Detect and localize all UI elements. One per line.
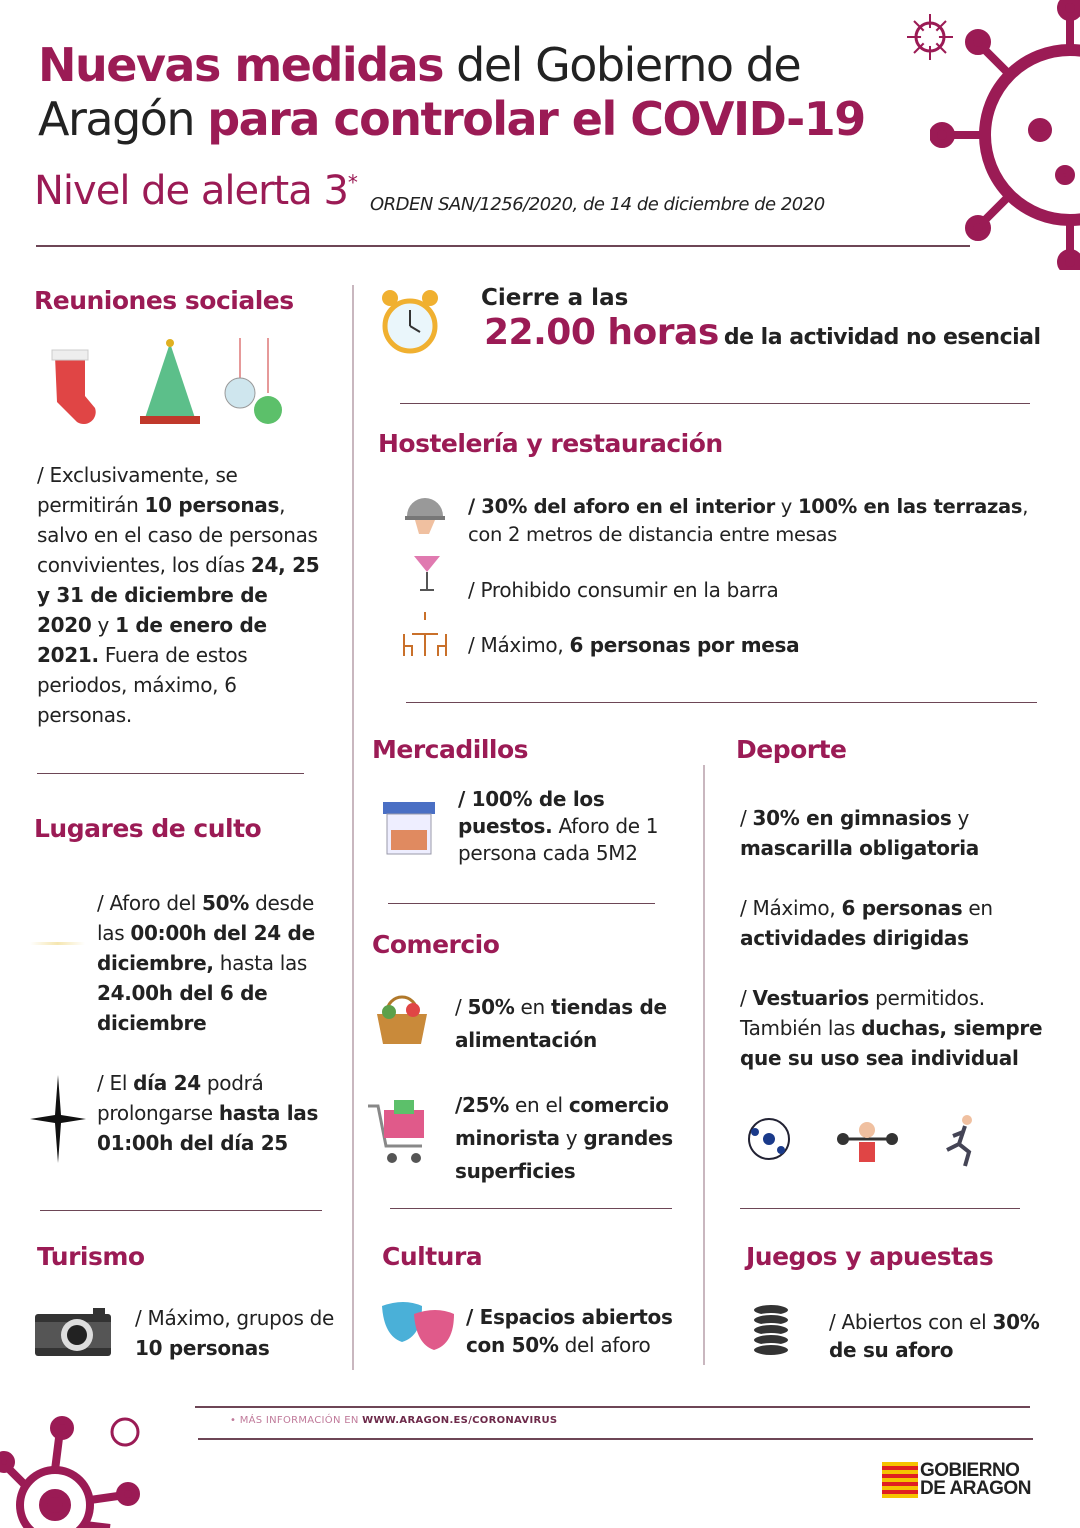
ornaments-icon	[225, 338, 282, 424]
divider	[388, 903, 655, 904]
section-title-reuniones: Reuniones sociales	[34, 286, 294, 315]
glow-icon	[30, 942, 85, 945]
closing-pre: Cierre a las	[481, 285, 629, 311]
text-segment: / 30% del aforo en el interior	[468, 495, 775, 518]
hosteleria-item	[468, 630, 1028, 660]
juegos-text	[829, 1308, 1049, 1364]
text-segment: hasta las 01:00h del día 25	[97, 1101, 319, 1155]
alert-level-text: Nivel de alerta 3	[34, 168, 348, 214]
text-segment: y	[559, 1126, 584, 1150]
text-segment: día 24	[133, 1071, 201, 1095]
camera-icon	[35, 1308, 111, 1356]
logo-line-2: DE ARAGON	[920, 1478, 1031, 1499]
text-segment: 6 personas por mesa	[569, 633, 800, 657]
text-segment: 6 personas	[841, 896, 963, 920]
column-divider	[352, 285, 354, 1370]
text-segment: /	[740, 806, 753, 830]
section-title-turismo: Turismo	[37, 1242, 145, 1271]
small-virus-icon	[905, 12, 955, 62]
divider	[740, 1208, 1020, 1209]
text-segment: 100% en las terrazas	[797, 495, 1023, 518]
mercadillos-text	[458, 786, 693, 867]
divider	[40, 1210, 322, 1211]
text-segment: permitidos. También las	[740, 986, 985, 1040]
text-segment: 50%	[467, 995, 515, 1019]
cultura-text	[466, 1303, 696, 1359]
turismo-text	[135, 1303, 335, 1363]
divider	[406, 702, 1037, 703]
text-segment: 24.00h del 6 de diciembre	[97, 981, 268, 1035]
text-segment: 1 de enero de 2021.	[37, 613, 267, 667]
hosteleria-item	[468, 493, 1038, 549]
text-segment: , con 2 metros de distancia entre mesas	[468, 495, 1029, 546]
cloche-icon	[405, 490, 445, 538]
text-segment: y	[774, 495, 798, 518]
shopping-cart-icon	[368, 1100, 430, 1166]
text-segment: / Espacios abiertos con 50%	[466, 1305, 673, 1357]
text-segment: desde las	[97, 891, 315, 945]
poker-chips-icon	[750, 1302, 792, 1358]
text-segment: Nuevas medidas	[38, 38, 444, 92]
divider	[36, 245, 970, 247]
culto-text-2	[97, 1068, 337, 1158]
text-segment: Aforo de 1 persona cada 5M2	[458, 814, 659, 865]
stocking-icon	[52, 350, 96, 424]
alert-asterisk: *	[347, 170, 357, 195]
section-title-comercio: Comercio	[372, 930, 500, 959]
table-chairs-icon	[400, 612, 450, 660]
title-line-2	[38, 92, 865, 146]
divider	[195, 1406, 1030, 1408]
text-segment: 30% en gimnasios	[752, 806, 952, 830]
text-segment: para controlar el COVID-19	[207, 92, 865, 146]
text-segment: / Máximo, grupos de	[135, 1306, 335, 1330]
text-segment: en	[514, 995, 551, 1019]
reuniones-text	[37, 460, 327, 730]
text-segment: / Prohibido consumir en la barra	[468, 578, 779, 602]
christmas-tree-icon	[140, 339, 200, 424]
cocktail-icon	[412, 550, 442, 594]
alert-level	[34, 168, 357, 214]
text-segment: 24, 25 y 31 de diciembre de 2020	[37, 553, 320, 637]
divider	[37, 773, 304, 774]
virus-bottom-icon	[0, 1410, 160, 1528]
sport-icons	[745, 1112, 985, 1170]
text-segment: actividades dirigidas	[740, 926, 969, 950]
text-segment: 50%	[202, 891, 250, 915]
soccer-ball-icon	[749, 1119, 789, 1159]
title-line-1	[38, 38, 865, 92]
text-segment: / Máximo,	[468, 633, 570, 657]
text-segment: /	[740, 986, 753, 1010]
deporte-item	[740, 983, 1070, 1073]
text-segment: Vestuarios	[752, 986, 870, 1010]
logo-line-1: GOBIERNO	[920, 1460, 1020, 1481]
section-title-deporte: Deporte	[736, 735, 847, 764]
closing-post: de la actividad no esencial	[723, 325, 1041, 350]
order-reference: ORDEN SAN/1256/2020, de 14 de diciembre de 2020	[370, 194, 825, 215]
comercio-item	[455, 991, 695, 1057]
text-segment: / Máximo,	[740, 896, 842, 920]
text-segment: 10 personas	[135, 1336, 270, 1360]
section-title-hosteleria: Hostelería y restauración	[378, 429, 723, 458]
text-segment: 30% de su aforo	[829, 1310, 1040, 1362]
text-segment: /	[455, 995, 468, 1019]
deporte-item	[740, 893, 1060, 953]
runner-icon	[947, 1115, 972, 1166]
text-segment: tiendas de alimentación	[455, 995, 667, 1052]
text-segment: y	[951, 806, 970, 830]
text-segment: en	[962, 896, 993, 920]
text-segment: / Abiertos con el	[829, 1310, 993, 1334]
aragon-flag-icon	[882, 1462, 918, 1498]
grocery-basket-icon	[375, 992, 429, 1046]
text-segment: / Aforo del	[97, 891, 203, 915]
text-segment: y	[91, 613, 116, 637]
more-info: • MÁS INFORMACIÓN EN WWW.ARAGON.ES/CORONAVIRUS	[230, 1415, 558, 1426]
closing-time: 22.00 horas	[484, 312, 719, 353]
culto-text-1	[97, 888, 342, 1038]
text-segment: mascarilla obligatoria	[740, 836, 979, 860]
divider	[400, 403, 1030, 404]
text-segment: podrá prolongarse	[97, 1071, 264, 1125]
theater-masks-icon	[380, 1300, 456, 1352]
hosteleria-item	[468, 575, 1028, 605]
christmas-icons	[40, 338, 290, 430]
column-divider	[703, 765, 705, 1365]
text-segment: , salvo en el caso de personas convivientes, los días	[37, 493, 318, 577]
weightlifter-icon	[837, 1122, 898, 1162]
star-icon	[30, 1075, 86, 1163]
divider	[390, 1208, 672, 1209]
text-segment: / Exclusivamente, se permitirán	[37, 463, 238, 517]
section-title-culto: Lugares de culto	[34, 814, 262, 843]
text-segment: / 100% de los puestos.	[458, 787, 605, 838]
text-segment: duchas, siempre que su uso sea individual	[740, 1016, 1043, 1070]
market-stall-icon	[383, 802, 435, 856]
deporte-item	[740, 803, 1060, 863]
text-segment: grandes superficies	[455, 1126, 673, 1183]
text-segment: comercio minorista	[455, 1093, 669, 1150]
text-segment: /25%	[455, 1093, 509, 1117]
divider	[198, 1438, 1033, 1440]
text-segment: Aragón	[38, 92, 208, 146]
text-segment: 00:00h del 24 de diciembre,	[97, 921, 315, 975]
comercio-item	[455, 1089, 700, 1188]
alarm-clock-icon	[380, 284, 440, 358]
section-title-cultura: Cultura	[382, 1242, 483, 1271]
more-info-label: MÁS INFORMACIÓN EN	[239, 1415, 363, 1426]
more-info-link[interactable]: WWW.ARAGON.ES/CORONAVIRUS	[362, 1415, 558, 1426]
text-segment: del Gobierno de	[443, 38, 801, 92]
text-segment: 10 personas	[144, 493, 280, 517]
text-segment: del aforo	[558, 1333, 651, 1357]
text-segment: / El	[97, 1071, 134, 1095]
gobierno-aragon-logo	[882, 1462, 1031, 1498]
text-segment: en el	[508, 1093, 569, 1117]
section-title-mercadillos: Mercadillos	[372, 735, 529, 764]
title	[38, 38, 865, 146]
text-segment: hasta las	[213, 951, 308, 975]
text-segment: Fuera de estos periodos, máximo, 6 personas.	[37, 643, 248, 727]
section-title-juegos: Juegos y apuestas	[746, 1242, 994, 1271]
